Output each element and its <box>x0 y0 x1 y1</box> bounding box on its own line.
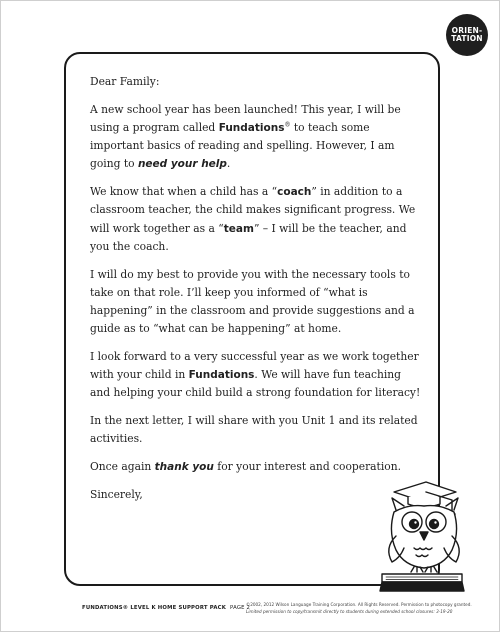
letter-body <box>90 73 422 514</box>
coach-emphasis: coach <box>277 186 312 199</box>
badge-line-2: TATION <box>451 34 483 43</box>
registered-mark: ® <box>284 121 291 129</box>
p1-text-c: . <box>226 157 231 171</box>
footer-legal <box>246 602 486 615</box>
badge-line-1: ORIEN- <box>451 26 483 35</box>
need-help-emphasis: need your help <box>137 158 227 171</box>
closing: Sincerely, <box>90 488 143 502</box>
paragraph-5: In the next letter, I will share with you Unit 1 and its related activities. <box>90 414 418 446</box>
p2-text-c: ” – I will be the teacher, and you the coach. <box>90 221 407 253</box>
thank-you-emphasis: thank you <box>154 461 214 474</box>
paragraph-3: I will do my best to provide you with the necessary tools to take on that role. I’ll keep you informed of “what is happening” in the classroom and provide suggestions and a guide as to “what can be happening” at home. <box>90 267 415 336</box>
footer-title <box>82 605 250 611</box>
p6-text-a: Once again <box>90 460 155 474</box>
p2-text-a: We know that when a child has a “ <box>90 185 278 199</box>
permission-line: Limited permission to copy/transmit directly to students during extended school closures: 3-19-20 <box>246 608 453 614</box>
program-name: Fundations <box>188 369 255 382</box>
p2-text-b: ” in addition to a classroom teacher, the child makes significant progress. We will work together as a “ <box>90 185 416 235</box>
p4-text-b: . We will have fun teaching and helping your child build a strong foundation for literacy! <box>90 368 421 400</box>
copyright-line: ©2002, 2012 Wilson Language Training Corporation. All Rights Reserved. Permission to photocopy granted. <box>246 602 472 607</box>
paragraph-4 <box>90 348 422 403</box>
footer-pack-name: FUNDATIONS® LEVEL K HOME SUPPORT PACK <box>82 605 227 611</box>
orientation-badge <box>446 14 488 56</box>
paragraph-2 <box>90 183 422 256</box>
paragraph-6 <box>90 458 422 476</box>
p1-text-a: A new school year has been launched! This year, I will be using a program called <box>90 102 401 134</box>
p1-text-b: to teach some important basics of reading and spelling. However, I am going to <box>90 121 395 171</box>
paragraph-1 <box>90 101 422 174</box>
greeting: Dear Family: <box>90 75 160 88</box>
program-name: Fundations <box>218 122 285 134</box>
p4-text-a: I look forward to a very successful year as we work together with your child in <box>90 350 419 382</box>
owl-graduate-illustration <box>374 470 470 594</box>
p6-text-b: for your interest and cooperation. <box>213 460 401 474</box>
page-number: PAGE 2 <box>230 605 251 611</box>
team-emphasis: team <box>223 222 254 235</box>
